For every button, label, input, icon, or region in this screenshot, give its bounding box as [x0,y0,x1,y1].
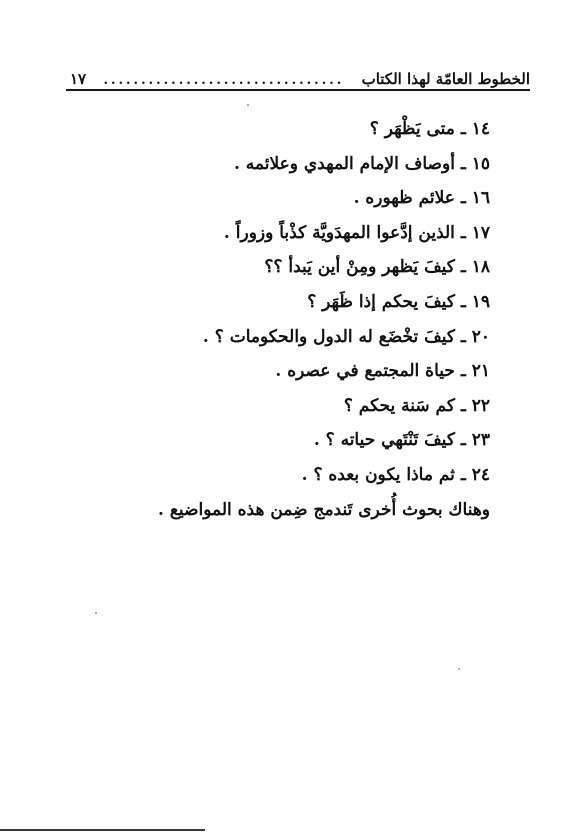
list-item: ٢٤ ـ ثم ماذا يكون بعده ؟ . [301,464,490,485]
running-header [70,58,530,88]
list-item: ١٦ ـ علائم ظهوره . [353,188,490,209]
header-rule [66,89,530,91]
list-item: ١٤ ـ متى يَظْهَر ؟ [369,119,490,139]
list-item: ٢٣ ـ كيفَ تَنْتَهي حياته ؟ . [313,430,490,451]
list-item: ١٨ ـ كيفَ يَظهر ومِنْ أين يَبدأ ؟؟ [264,257,490,278]
list-item: ٢١ ـ حياة المجتمع في عصره . [275,361,490,382]
scan-edge-line [0,829,205,831]
header-dot-leader: ................................ [103,73,345,88]
topic-list [130,112,490,527]
list-item: ١٩ ـ كيفَ يحكم إذا ظَهَر ؟ [307,291,490,312]
running-header-title: الخطوط العامّة لهذا الكتاب [361,70,530,88]
page-number: ١٧ [70,70,87,88]
scan-speck [247,104,249,106]
list-item: ٢٠ ـ كيفَ تخْضَع له الدول والحكومات ؟ . [202,326,490,347]
scan-speck [95,612,97,614]
closing-note: وهناك بحوث أُخرى تَندمج ضِمن هذه المواضيع . [158,499,490,520]
scan-speck [458,668,460,670]
list-item: ٢٢ ـ كم سَنة يحكم ؟ [343,395,490,416]
list-item: ١٧ ـ الذين إدَّعوا المهدَويَّة كذْباً وزوراً . [223,222,490,243]
list-item: ١٥ ـ أوصاف الإمام المهدي وعلائمه . [233,153,490,174]
